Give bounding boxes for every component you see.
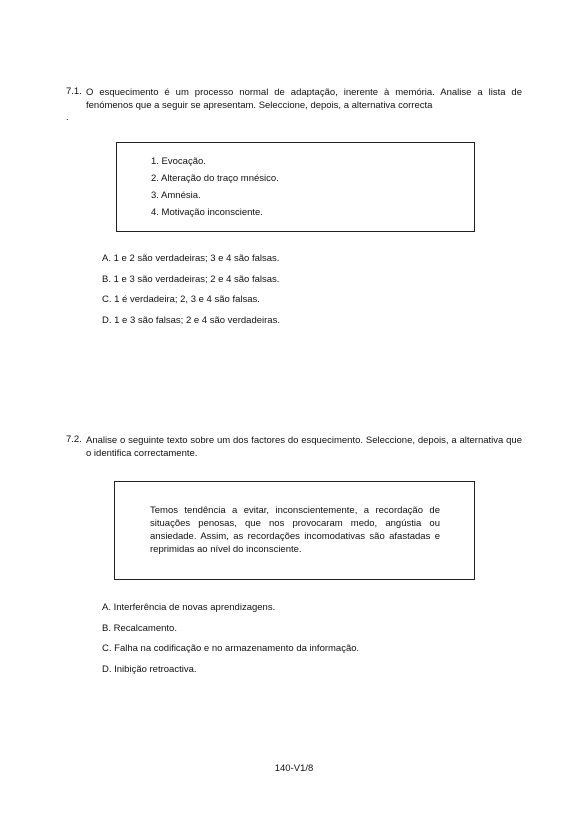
phenomena-list-box [116,142,475,232]
question-text [86,434,522,460]
question-prompt: O esquecimento é um processo normal de adaptação, inerente à memória. Analise a lista de fenómenos que a seguir se apresentam. Seleccione, depois, a alternativa correcta [86,87,522,111]
question-prompt: Analise o seguinte texto sobre um dos factores do esquecimento. Seleccione, depois, a alternativa que o identifica correctamente. [86,435,522,459]
list-item: 2. Alteração do traço mnésico. [151,173,279,184]
phenomena-list [151,153,279,221]
answer-options [102,252,280,334]
question-number: 7.2. [66,434,82,445]
list-item: 3. Amnésia. [151,190,201,201]
answer-option: D. Inibição retroactiva. [102,663,197,675]
passage-text: Temos tendência a evitar, inconscientemente, a recordação de situações penosas, que nos provocaram medo, angústia ou ansiedade. Assim, as recordações incomodativas são afastadas e reprimidas ao nível do inconsciente. [150,505,440,555]
answer-option: C. Falha na codificação e no armazenamento da informação. [102,643,360,654]
question-text [86,86,522,112]
list-item: 1. Evocação. [151,156,206,167]
answer-option: C. 1 é verdadeira; 2, 3 e 4 são falsas. [102,294,260,305]
list-item: 4. Motivação inconsciente. [151,207,263,218]
page-footer: 140-V1/8 [274,763,314,774]
answer-options [102,601,359,683]
answer-option: B. 1 e 3 são verdadeiras; 2 e 4 são falsas. [102,273,280,285]
answer-option: B. Recalcamento. [102,622,177,634]
answer-option: A. Interferência de novas aprendizagens. [102,602,276,613]
answer-option: A. 1 e 2 são verdadeiras; 3 e 4 são falsas. [102,253,280,264]
answer-option: D. 1 e 3 são falsas; 2 e 4 são verdadeiras. [102,314,280,326]
stray-period: . [66,112,69,123]
question-number: 7.1. [66,86,82,97]
passage-box [114,481,475,580]
